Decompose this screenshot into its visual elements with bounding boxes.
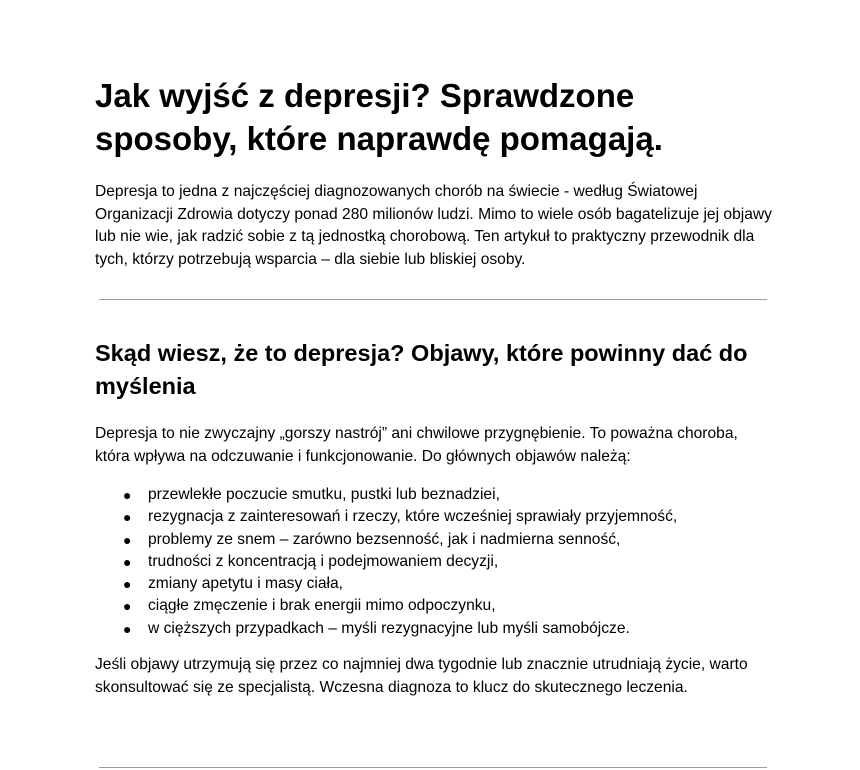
bullet-icon: ● [123, 553, 132, 570]
list-item-text: problemy ze snem – zarówno bezsenność, jak i nadmierna senność, [148, 530, 621, 548]
article-title: Jak wyjść z depresji? Sprawdzone sposoby, które naprawdę pomagają. [95, 77, 663, 157]
section-lead-paragraph: Depresja to nie zwyczajny „gorszy nastrój” ani chwilowe przygnębienie. To poważna choroba, która wpływa na odczuwanie i funkcjonowanie. Do głównych objawów należą: [95, 425, 738, 465]
list-item-text: rezygnacja z zainteresowań i rzeczy, które wcześniej sprawiały przyjemność, [148, 508, 678, 526]
list-item-text: trudności z koncentracją i podejmowaniem decyzji, [148, 552, 499, 570]
section-divider [99, 767, 767, 768]
bullet-icon: ● [123, 509, 132, 526]
symptoms-list [95, 484, 775, 640]
bullet-icon: ● [123, 487, 132, 503]
intro-paragraph: Depresja to jedna z najczęściej diagnozowanych chorób na świecie - według Światowej Organizacji Zdrowia dotyczy ponad 280 milionów ludzi. Mimo to wiele osób bagatelizuje jej objawy lub nie wie, jak radzić sobie z tą jednostką chorobową. Ten artykuł to praktyczny przewodnik dla tych, którzy potrzebują wsparcia – dla siebie lub bliskiej osoby. [95, 183, 772, 268]
section-heading: Skąd wiesz, że to depresja? Objawy, które powinny dać do myślenia [95, 340, 748, 399]
bullet-icon: ● [123, 576, 132, 593]
list-item-text: zmiany apetytu i masy ciała, [148, 575, 343, 593]
list-item [95, 595, 775, 617]
list-item-text: ciągłe zmęczenie i brak energii mimo odpoczynku, [148, 597, 496, 615]
list-item [95, 551, 775, 573]
bullet-icon: ● [123, 620, 132, 637]
list-item [95, 618, 775, 640]
list-item-text: przewlekłe poczucie smutku, pustki lub beznadziei, [148, 486, 500, 503]
list-item [95, 484, 775, 506]
list-item [95, 506, 775, 528]
bullet-icon: ● [123, 598, 132, 615]
list-item [95, 529, 775, 551]
bullet-icon: ● [123, 531, 132, 548]
closing-paragraph: Jeśli objawy utrzymują się przez co najmniej dwa tygodnie lub znacznie utrudniają życie, warto skonsultować się ze specjalistą. Wczesna diagnoza to klucz do skutecznego leczenia. [95, 656, 748, 696]
list-item-text: w cięższych przypadkach – myśli rezygnacyjne lub myśli samobójcze. [148, 619, 630, 637]
section-divider [99, 299, 767, 300]
list-item [95, 573, 775, 595]
